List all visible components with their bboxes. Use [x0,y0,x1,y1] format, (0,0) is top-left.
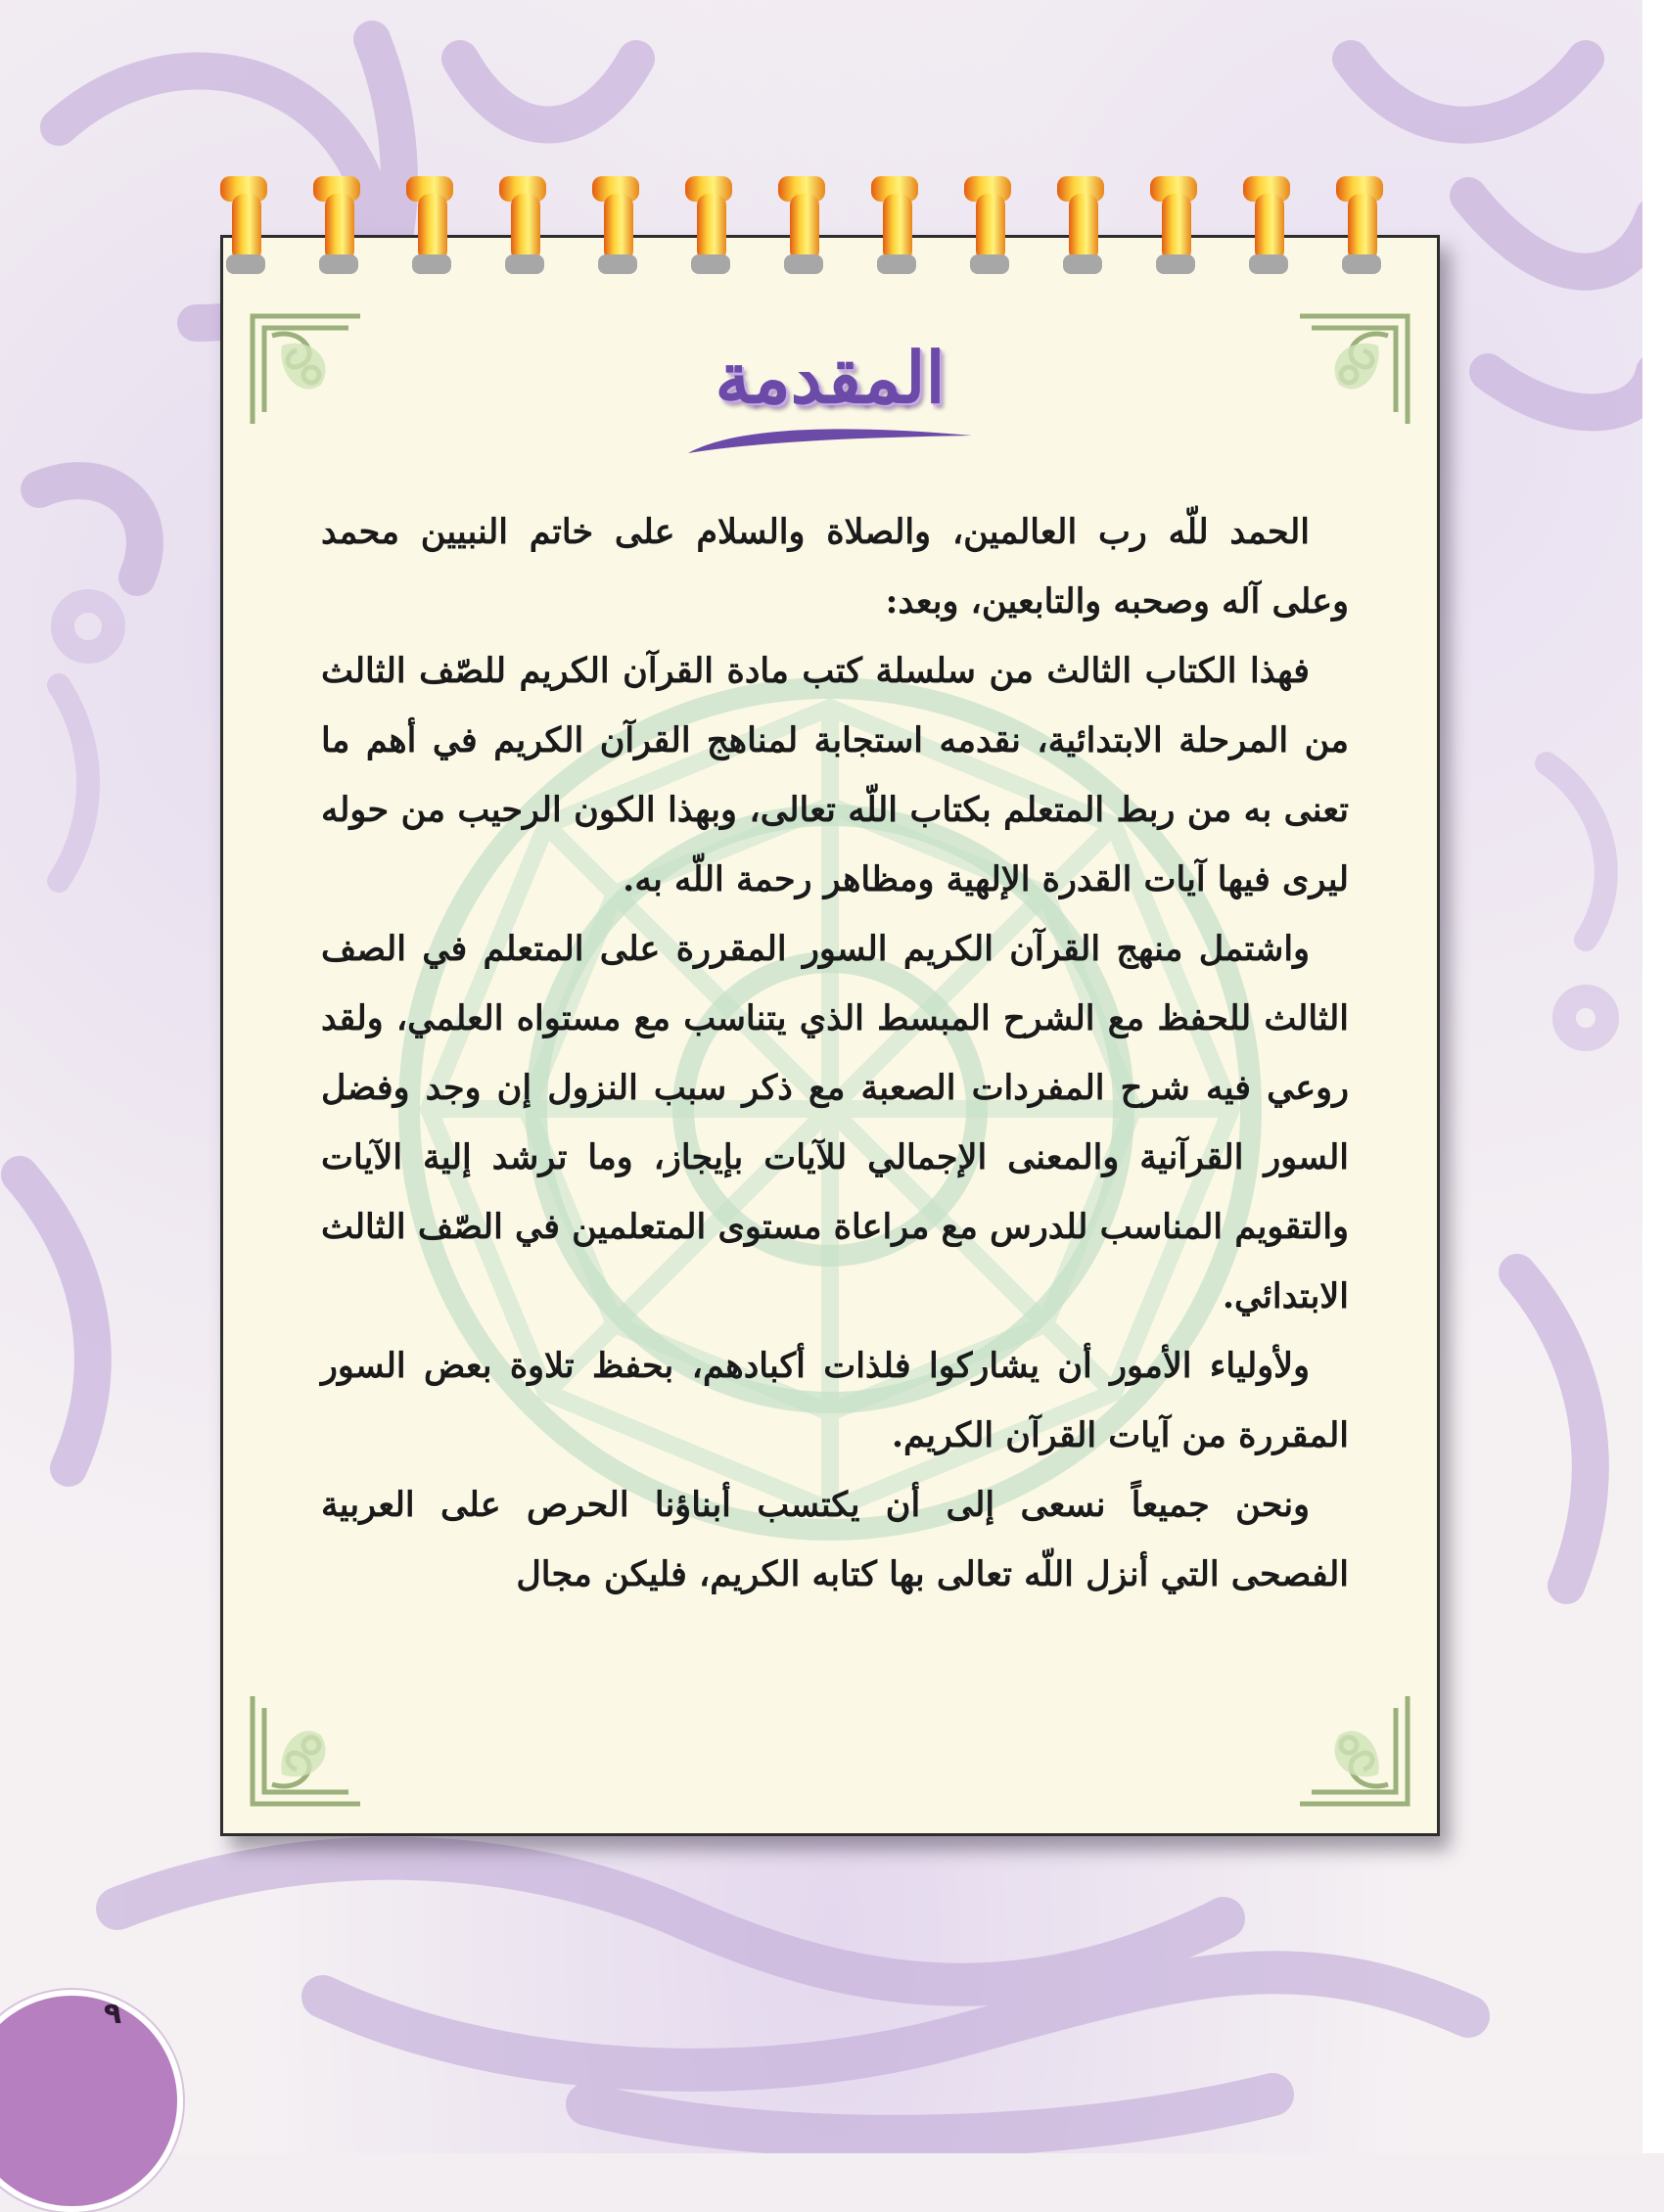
introduction-text [321,497,1349,1609]
notebook-page [220,235,1440,1836]
paragraph: الحمد للّه رب العالمين، والصلاة والسلام على خاتم النبيين محمد وعلى آله وصحبه والتابعين، وبعد: [321,512,1349,622]
paragraph: ونحن جميعاً نسعى إلى أن يكتسب أبناؤنا الحرص على العربية الفصحى التي أنزل اللّه تعالى بها كتابه الكريم، فليكن مجال [321,1485,1349,1594]
page-right-margin [1642,0,1664,2153]
spiral-binding [220,176,1434,294]
page-number: ٩ [103,1997,122,2031]
paragraph: واشتمل منهج القرآن الكريم السور المقررة على المتعلم في الصف الثالث للحفظ مع الشرح المبسط الذي يتناسب مع مستواه العلمي، ولقد روعي فيه شرح المفردات الصعبة مع ذكر سبب النزول إن وجد وفضل السور القرآنية والمعنى الإجمالي للآيات بإيجاز، وما ترشد إلية الآيات والتقويم المناسب للدرس مع مراعاة مستوى المتعلمين في الصّف الثالث الابتدائي. [321,929,1349,1316]
title-underline-swoosh [683,424,977,463]
paragraph: ولأولياء الأمور أن يشاركوا فلذات أكبادهم، بحفظ تلاوة بعض السور المقررة من آيات القرآن الكريم. [321,1346,1349,1455]
page-title: المقدمة [715,336,946,419]
corner-ornament-bottom-left [243,1686,370,1814]
paragraph: فهذا الكتاب الثالث من سلسلة كتب مادة القرآن الكريم للصّف الثالث من المرحلة الابتدائية، نقدمه استجابة لمناهج القرآن الكريم في أهم ما تعنى به من ربط المتعلم بكتاب اللّه تعالى، وبهذا الكون الرحيب من حوله ليرى فيها آيات القدرة الإلهية ومظاهر رحمة اللّه به. [321,651,1349,899]
binding-rings [220,176,1383,274]
corner-ornament-bottom-right [1290,1686,1417,1814]
